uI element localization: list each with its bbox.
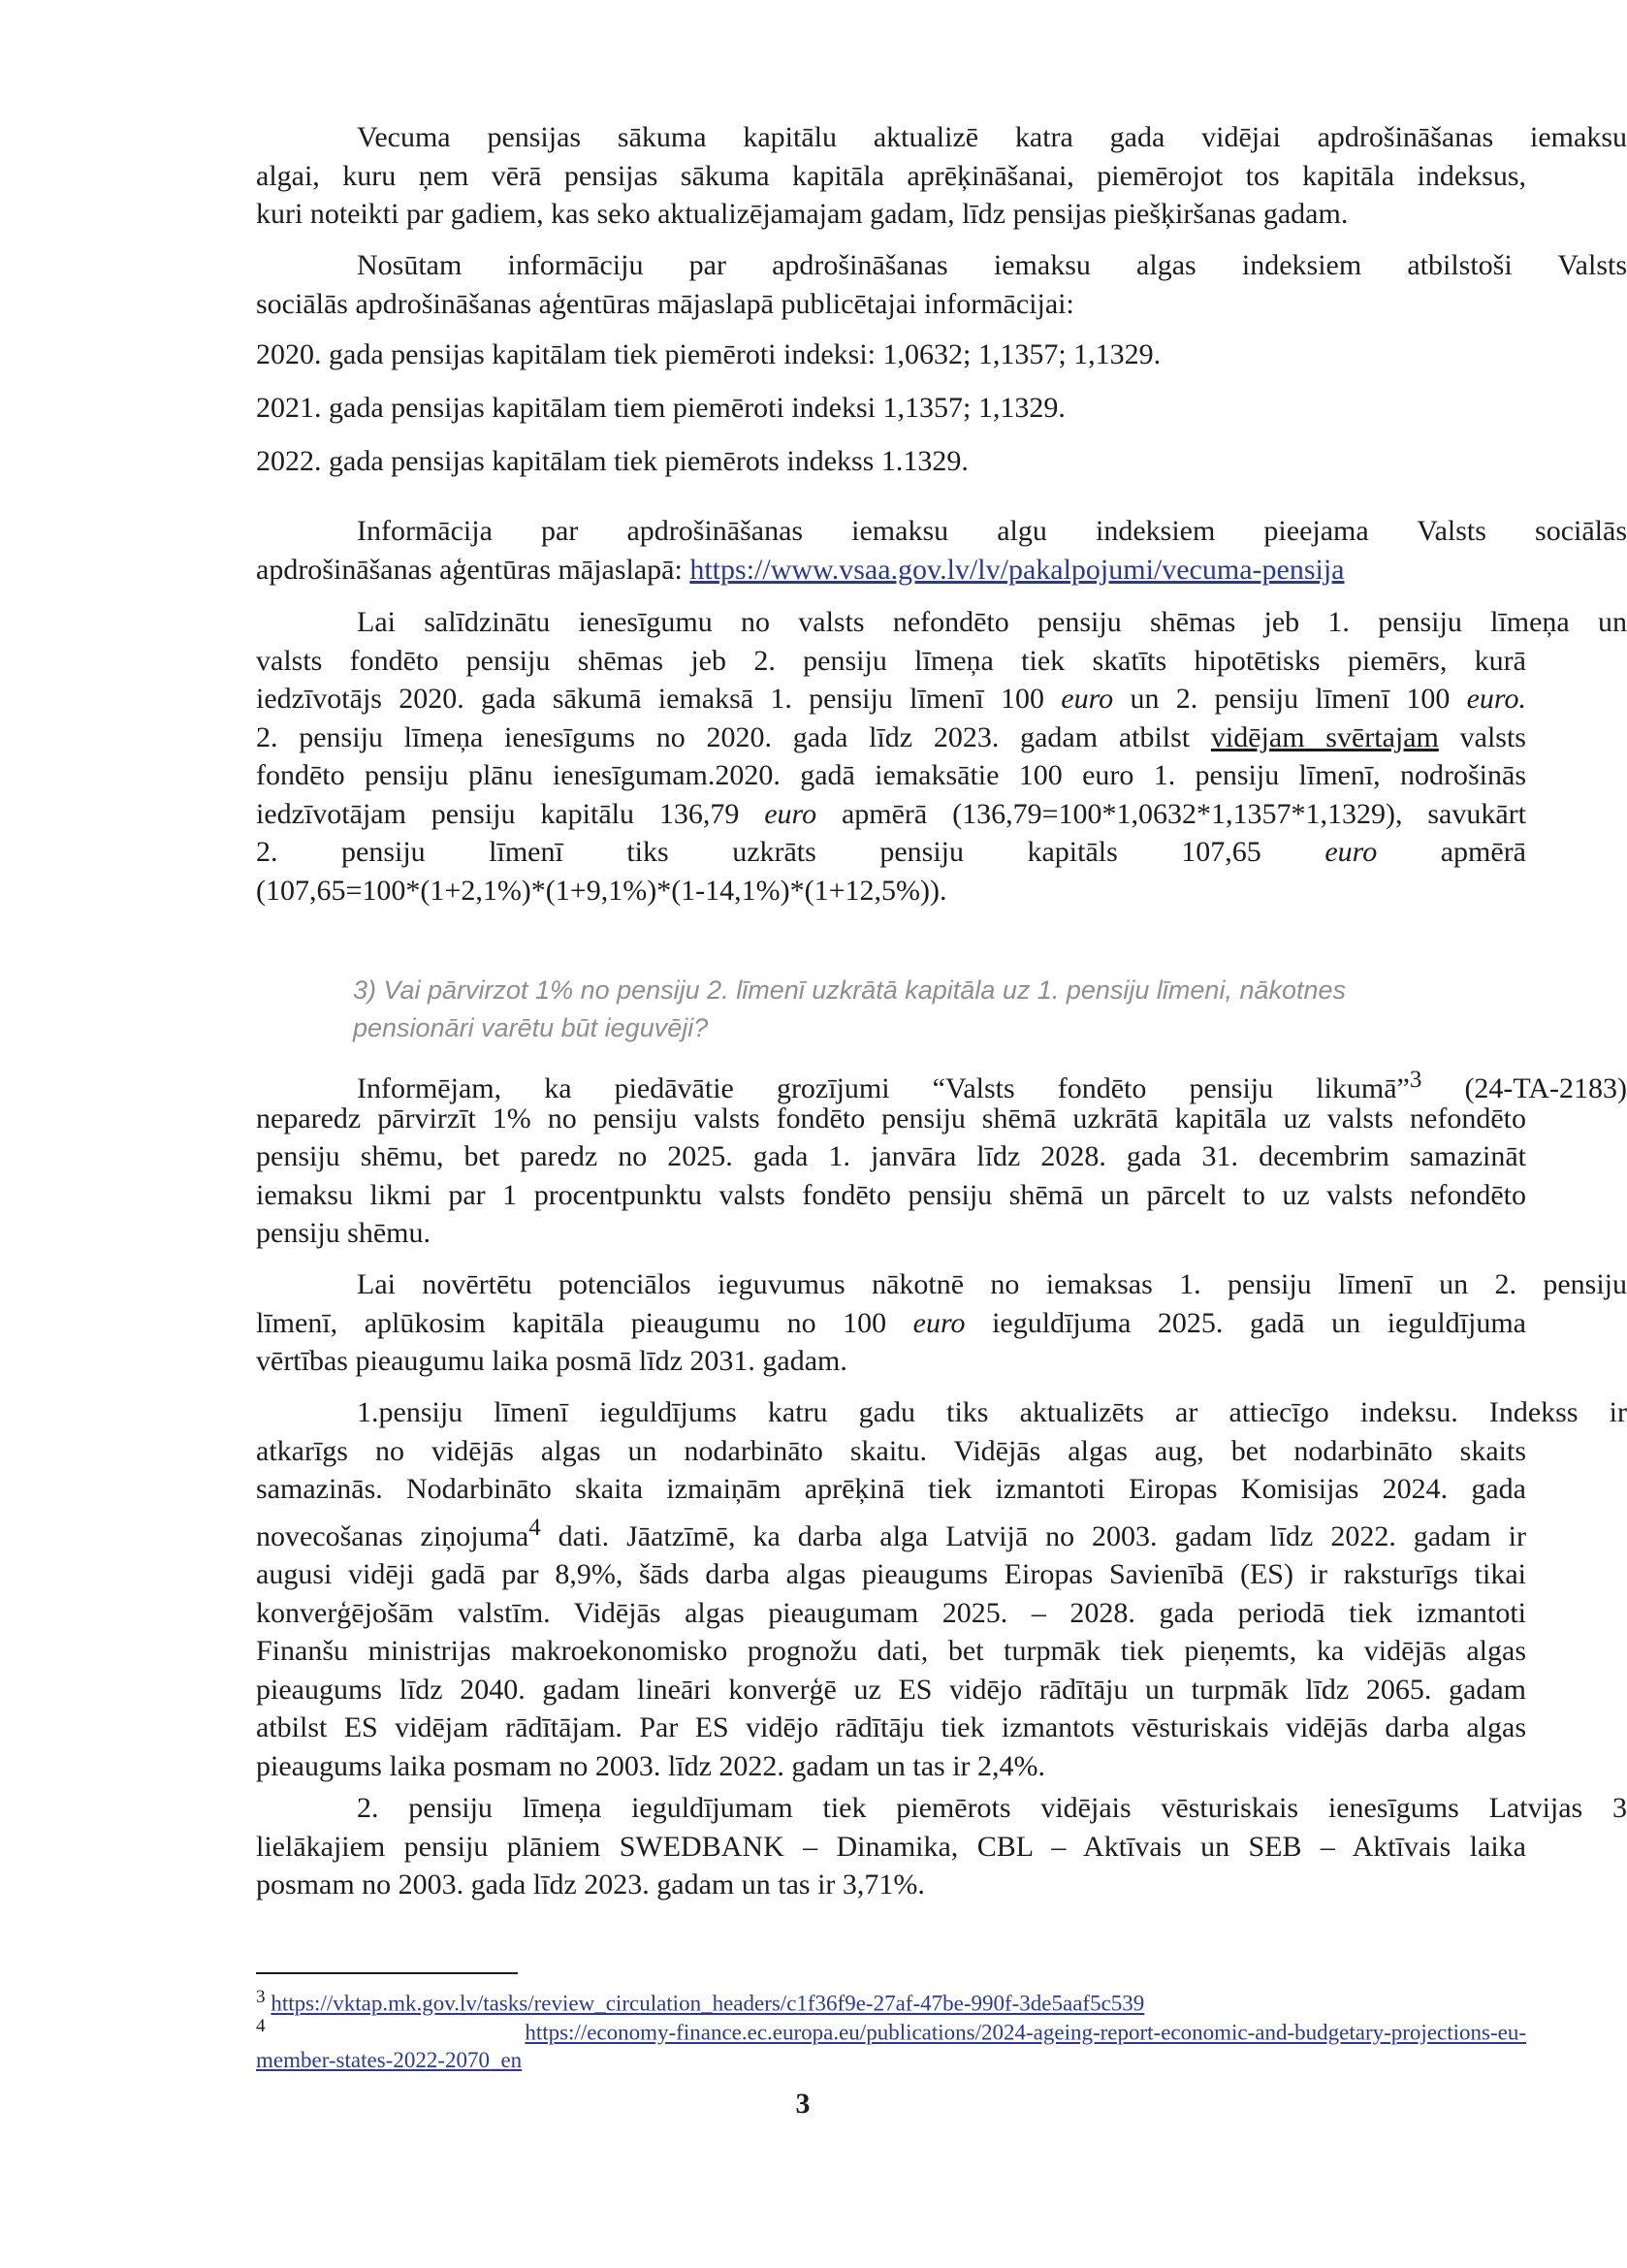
italic-euro: euro (912, 1306, 966, 1339)
text-fragment: iedzīvotājam pensiju kapitālu 136,79 (256, 797, 765, 830)
text-fragment: iedzīvotājs 2020. gada sākumā iemaksā 1. pensiju līmenī 100 (256, 683, 1062, 715)
text-line: sociālās apdrošināšanas aģentūras mājaslapā publicētajai informācijai: (256, 287, 1074, 320)
text-line: Finanšu ministrijas makroekonomisko prognožu dati, bet turpmāk tiek pieņemts, ka vidējās algas (256, 1635, 1526, 1667)
text-line: atkarīgs no vidējās algas un nodarbināto skaitu. Vidējās algas aug, bet nodarbināto skaits (256, 1434, 1526, 1467)
footnote-ref-4[interactable]: 4 (528, 1514, 541, 1541)
paragraph-second-pillar (256, 1789, 1627, 1828)
text-line: (107,65=100*(1+2,1%)*(1+9,1%)*(1-14,1%)*(1+12,5%)). (256, 874, 947, 907)
text-fragment: 2. pensiju līmeņa ienesīgums no 2020. gada līdz 2023. gadam atbilst (256, 720, 1211, 753)
footnote-line (256, 2013, 1526, 2047)
footnote-4 (256, 2013, 1526, 2074)
text-fragment: un 2. pensiju līmenī 100 (1113, 683, 1467, 715)
text-line: 2. pensiju līmeņa ieguldījumam tiek piemērots vidējais vēsturiskais ienesīgums Latvijas 3 (357, 1792, 1627, 1824)
text-fragment: apdrošināšanas aģentūras mājaslapā: (256, 553, 690, 586)
question-line: 3) Vai pārvirzot 1% no pensiju 2. līmenī uzkrātā kapitāla uz 1. pensiju līmeni, nākotnes (353, 975, 1347, 1005)
question-line: pensionāri varētu būt ieguvēji? (353, 1013, 709, 1042)
text-line: Informācija par apdrošināšanas iemaksu algu indeksiem pieejama Valsts sociālās (357, 515, 1627, 547)
paragraph-capital-update-cont (256, 157, 1526, 234)
text-line (256, 680, 1526, 719)
text-line: lielākajiem pensiju plāniem SWEDBANK – Dinamika, CBL – Aktīvais un SEB – Aktīvais laika (256, 1830, 1526, 1863)
text-fragment: valsts (1438, 720, 1526, 753)
index-2020: 2020. gada pensijas kapitālam tiek piemēroti indeksi: 1,0632; 1,1357; 1,1329. (256, 338, 1162, 370)
text-fragment: novecošanas ziņojuma (256, 1519, 529, 1552)
footnote-4-link-cont[interactable]: member-states-2022-2070_en (256, 2047, 523, 2072)
text-line: kuri noteikti par gadiem, kas seko aktualizējamajam gadam, līdz pensijas piešķiršanas gadam. (256, 198, 1349, 230)
text-line: samazinās. Nodarbināto skaita izmaiņām aprēķinā tiek izmantoti Eiropas Komisijas 2024. gada (256, 1473, 1526, 1505)
text-line (256, 719, 1526, 757)
paragraph-first-pillar-cont (256, 1432, 1526, 1786)
text-line: konverģējošām valstīm. Vidējās algas pieaugumam 2025. – 2028. gada periodā tiek izmantoti (256, 1596, 1526, 1629)
text-line: Vecuma pensijas sākuma kapitālu aktualizē katra gada vidējai apdrošināšanas iemaksu (357, 121, 1627, 153)
paragraph-capital-update (256, 118, 1627, 157)
text-line: pieaugums līdz 2040. gadam lineāri konverģē uz ES vidējo rādītāju un turpmāk līdz 2065. gadam (256, 1673, 1526, 1706)
text-line: 1.pensiju līmenī ieguldījums katru gadu tiks aktualizēts ar attiecīgo indeksu. Indekss ir (357, 1396, 1627, 1428)
footnote-line (256, 2047, 1526, 2074)
footnote-ref-3[interactable]: 3 (1409, 1067, 1422, 1093)
text-line (256, 1304, 1526, 1343)
text-line: pieaugums laika posmam no 2003. līdz 2022. gadam un tas ir 2,4%. (256, 1749, 1046, 1782)
paragraph-second-pillar-cont (256, 1828, 1526, 1904)
text-line: augusi vidēji gadā par 8,9%, šāds darba algas pieaugums Eiropas Savienībā (ES) ir raksturīgs tikai (256, 1558, 1526, 1590)
text-fragment: 2. pensiju līmenī tiks uzkrāts pensiju kapitāls 107,65 (256, 836, 1325, 868)
text-line: Lai novērtētu potenciālos ieguvumus nākotnē no iemaksas 1. pensiju līmenī un 2. pensiju (357, 1268, 1627, 1300)
text-fragment: Informējam, ka piedāvātie grozījumi “Valsts fondēto pensiju likumā” (357, 1072, 1410, 1104)
text-line: pensiju shēmu. (256, 1217, 431, 1249)
footnote-number: 4 (256, 2016, 266, 2036)
paragraph-index-info-cont (256, 285, 1526, 324)
text-line: atbilst ES vidējam rādītājam. Par ES vidējo rādītāju tiek izmantots vēsturiskais vidējās darba algas (256, 1711, 1526, 1743)
text-line: posmam no 2003. gada līdz 2023. gadam un tas ir 3,71%. (256, 1869, 925, 1901)
text-line: fondēto pensiju plānu ienesīgumam.2020. gadā iemaksātie 100 euro 1. pensiju līmenī, nodrošinās (256, 759, 1526, 791)
paragraph-amendments-cont (256, 1100, 1526, 1253)
paragraph-comparison-cont (256, 642, 1526, 910)
index-2021: 2021. gada pensijas kapitālam tiem piemēroti indeksi 1,1357; 1,1329. (256, 392, 1066, 424)
text-line: neparedz pārvirzīt 1% no pensiju valsts fondēto pensiju shēmā uzkrātā kapitāla uz valsts nefondēto (256, 1102, 1526, 1134)
question-3 (353, 972, 1526, 1047)
footnote-4-link[interactable]: https://economy-finance.ec.europa.eu/publications/2024-ageing-report-economic-and-budgetary-projections-eu- (525, 2020, 1526, 2045)
footnote-separator (256, 1972, 518, 1974)
text-line: Lai salīdzinātu ienesīgumu no valsts nefondēto pensiju shēmas jeb 1. pensiju līmeņa un (357, 606, 1627, 638)
italic-euro: euro (1061, 683, 1114, 715)
paragraph-evaluation-cont (256, 1304, 1526, 1381)
paragraph-first-pillar (256, 1393, 1627, 1432)
italic-euro: euro (1324, 836, 1378, 868)
text-line: vērtības pieaugumu laika posmā līdz 2031. gadam. (256, 1345, 847, 1377)
text-line (256, 1509, 1526, 1556)
text-fragment: apmērā (1377, 836, 1526, 868)
text-line: algai, kuru ņem vērā pensijas sākuma kapitāla aprēķināšanai, piemērojot tos kapitāla indeksus, (256, 159, 1526, 192)
text-fragment: līmenī, aplūkosim kapitāla pieaugumu no 100 (256, 1306, 913, 1339)
text-fragment: dati. Jāatzīmē, ka darba alga Latvijā no 2003. gadam līdz 2022. gadam ir (540, 1519, 1526, 1552)
italic-euro: euro. (1466, 683, 1526, 715)
footnote-3-link[interactable]: https://vktap.mk.gov.lv/tasks/review_circulation_headers/c1f36f9e-27af-47be-990f-3de5aaf5c539 (271, 1991, 1145, 2016)
page-number: 3 (795, 2088, 811, 2120)
text-line (256, 795, 1526, 834)
underlined-text: vidējam svērtajam (1210, 720, 1439, 753)
paragraph-comparison (256, 603, 1627, 642)
paragraph-evaluation (256, 1265, 1627, 1304)
text-line: valsts fondēto pensiju shēmas jeb 2. pensiju līmeņa tiek skatīts hipotētisks piemērs, kurā (256, 644, 1526, 677)
text-line (256, 833, 1526, 872)
vsaa-link[interactable]: https://www.vsaa.gov.lv/lv/pakalpojumi/vecuma-pensija (689, 553, 1345, 586)
text-fragment: (24-TA-2183) (1421, 1072, 1627, 1104)
text-fragment: apmērā (136,79=100*1,0632*1,1357*1,1329), savukārt (816, 797, 1526, 830)
text-fragment: ieguldījuma 2025. gadā un ieguldījuma (965, 1306, 1526, 1339)
text-line: Nosūtam informāciju par apdrošināšanas iemaksu algas indeksiem atbilstoši Valsts (357, 249, 1627, 281)
italic-euro: euro (764, 797, 817, 830)
text-line: iemaksu likmi par 1 procentpunktu valsts fondēto pensiju shēmā un pārcelt to uz valsts nefondēto (256, 1178, 1526, 1211)
paragraph-vsaa-info (256, 512, 1627, 551)
paragraph-vsaa-info-cont (256, 551, 1526, 590)
paragraph-index-info (256, 246, 1627, 285)
footnote-number: 3 (256, 1987, 266, 2007)
text-line: pensiju shēmu, bet paredz no 2025. gada 1. janvāra līdz 2028. gada 31. decembrim samazināt (256, 1140, 1526, 1172)
index-2022: 2022. gada pensijas kapitālam tiek piemērots indekss 1.1329. (256, 445, 969, 477)
